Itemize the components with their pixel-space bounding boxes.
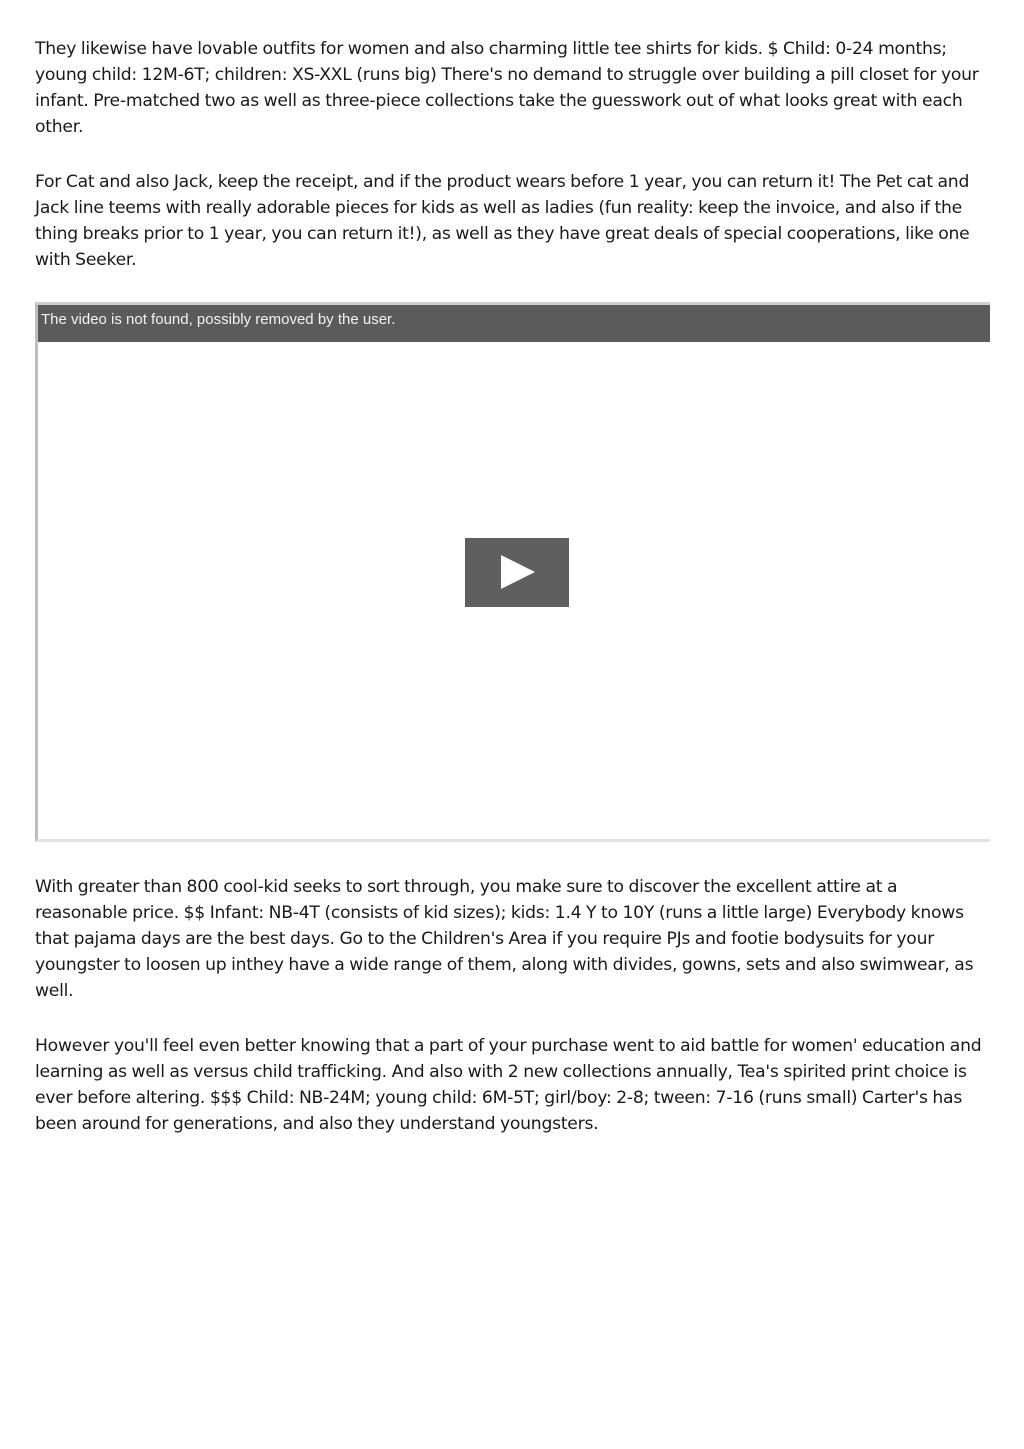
play-icon [501,555,535,589]
video-error-message: The video is not found, possibly removed by the user. [38,305,990,342]
paragraph-2: For Cat and also Jack, keep the receipt, and if the product wears before 1 year, you can return it! The Pet cat and Jack line teems with really adorable pieces for kids as well as ladies (fun reality: keep the invoice, and also if the thing breaks prior to 1 year, you can return it!), as well as they have great deals of special cooperations, like one with Seeker. [35,172,970,270]
paragraph-4: However you'll feel even better knowing that a part of your purchase went to aid battle for women' education and learning as well as versus child trafficking. And also with 2 new collections annually, Tea's spirited print choice is ever before altering. $$$ Child: NB-24M; young child: 6M-5T; girl/boy: 2-8; tween: 7-16 (runs small) Carter's has been around for generations, and also they understand youngsters. [35,1036,982,1134]
video-player[interactable] [35,302,990,842]
paragraph-3: With greater than 800 cool-kid seeks to sort through, you make sure to discover the excellent attire at a reasonable price. $$ Infant: NB-4T (consists of kid sizes); kids: 1.4 Y to 10Y (runs a little large) Everybody knows that pajama days are the best days. Go to the Children's Area if you require PJs and footie bodysuits for your youngster to loosen up inthey have a wide range of them, along with divides, gowns, sets and also swimwear, as well. [35,877,974,1001]
article-body [35,36,990,1137]
paragraph-1: They likewise have lovable outfits for women and also charming little tee shirts for kids. $ Child: 0-24 months; young child: 12M-6T; children: XS-XXL (runs big) There's no demand to struggle over building a pill closet for your infant. Pre-matched two as well as three-piece collections take the guesswork out of what looks great with each other. [35,39,979,137]
play-button[interactable] [465,538,569,607]
